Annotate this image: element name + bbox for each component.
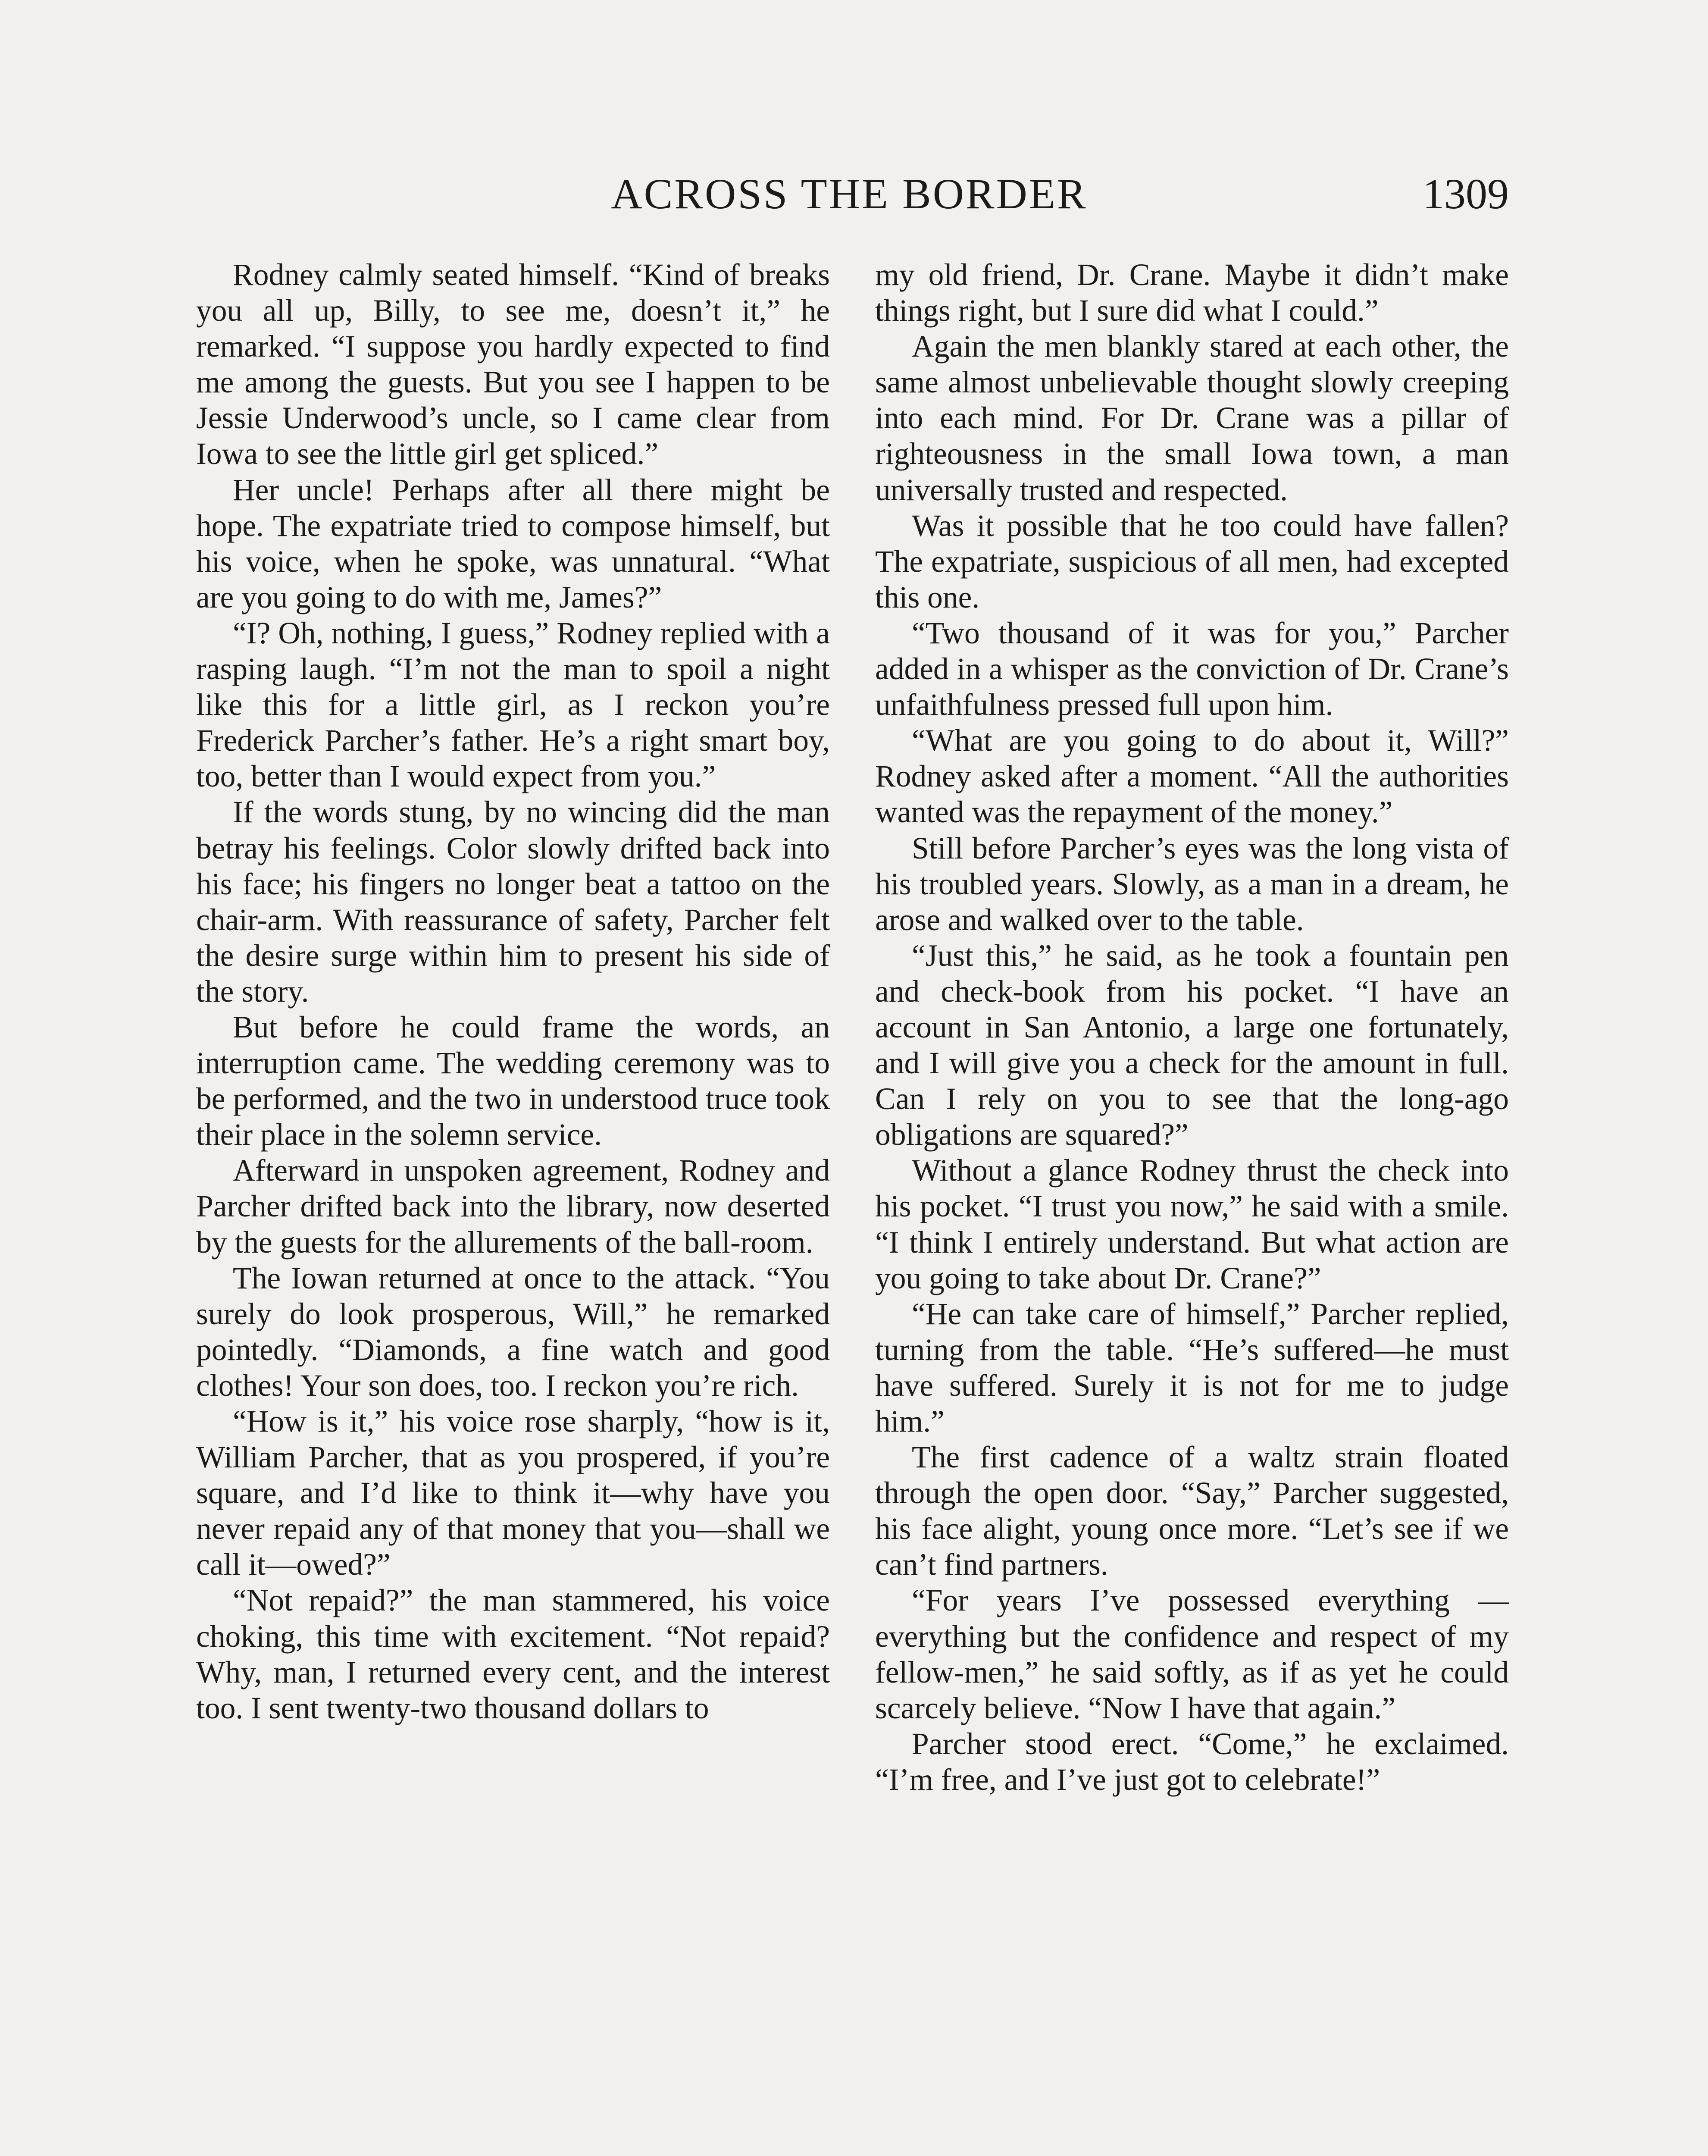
paragraph-continued: my old friend, Dr. Crane. Maybe it didn’t make things right, but I sure did what I could.” bbox=[875, 258, 1509, 328]
text-column-right bbox=[875, 257, 1509, 1798]
paragraph: Still before Parcher’s eyes was the long vista of his troubled years. Slowly, as a man in a dream, he arose and walked over to the table. bbox=[875, 831, 1509, 937]
paragraph: Was it possible that he too could have fallen? The expatriate, suspicious of all men, had excepted this one. bbox=[875, 508, 1509, 614]
paragraph: Afterward in unspoken agreement, Rodney and Parcher drifted back into the library, now deserted by the guests for the allurements of the ball-room. bbox=[196, 1153, 830, 1260]
paragraph: “What are you going to do about it, Will?” Rodney asked after a moment. “All the authorities wanted was the repayment of the money.” bbox=[875, 724, 1509, 830]
page-header bbox=[190, 164, 1509, 224]
paragraph: The first cadence of a waltz strain floated through the open door. “Say,” Parcher suggested, his face alight, young once more. “Let’s see if we can’t find partners. bbox=[875, 1440, 1509, 1582]
paragraph: If the words stung, by no wincing did the man betray his feelings. Color slowly drifted back into his face; his fingers no longer beat a tattoo on the chair-arm. With reassurance of safety, Parcher felt the desire surge within him to present his side of the story. bbox=[196, 795, 830, 1009]
paragraph: Parcher stood erect. “Come,” he exclaimed. “I’m free, and I’ve just got to celebrate!” bbox=[875, 1727, 1509, 1797]
paragraph: “For years I’ve possessed everything —everything but the confidence and respect of my fellow-men,” he said softly, as if as yet he could scarcely believe. “Now I have that again.” bbox=[875, 1583, 1509, 1725]
paragraph: Rodney calmly seated himself. “Kind of breaks you all up, Billy, to see me, doesn’t it,” he remarked. “I suppose you hardly expected to find me among the guests. But you see I happen to be Jessie Underwood’s uncle, so I came clear from Iowa to see the little girl get spliced.” bbox=[196, 258, 830, 471]
paragraph: “Just this,” he said, as he took a fountain pen and check-book from his pocket. “I have an account in San Antonio, a large one fortunately, and I will give you a check for the amount in full. Can I rely on you to see that the long-ago obligations are squared?” bbox=[875, 938, 1509, 1152]
paragraph: Again the men blankly stared at each other, the same almost unbelievable thought slowly creeping into each mind. For Dr. Crane was a pillar of righteousness in the small Iowa town, a man universally trusted and respected. bbox=[875, 329, 1509, 507]
paragraph: “I? Oh, nothing, I guess,” Rodney replied with a rasping laugh. “I’m not the man to spoil a night like this for a little girl, as I reckon you’re Frederick Parcher’s father. He’s a right smart boy, too, better than I would expect from you.” bbox=[196, 616, 830, 794]
page-number: 1309 bbox=[1423, 170, 1509, 218]
paragraph: But before he could frame the words, an interruption came. The wedding ceremony was to be performed, and the two in understood truce took their place in the solemn service. bbox=[196, 1010, 830, 1152]
paragraph: “How is it,” his voice rose sharply, “how is it, William Parcher, that as you prospered, if you’re square, and I’d like to think it—why have you never repaid any of that money that you—shall we call it—owed?” bbox=[196, 1404, 830, 1582]
paragraph: “He can take care of himself,” Parcher replied, turning from the table. “He’s suffered—he must have suffered. Surely it is not for me to judge him.” bbox=[875, 1297, 1509, 1438]
paragraph: “Two thousand of it was for you,” Parcher added in a whisper as the conviction of Dr. Crane’s unfaithfulness pressed full upon him. bbox=[875, 616, 1509, 722]
paragraph: The Iowan returned at once to the attack. “You surely do look prosperous, Will,” he remarked pointedly. “Diamonds, a fine watch and good clothes! Your son does, too. I reckon you’re rich. bbox=[196, 1261, 830, 1403]
paragraph: Without a glance Rodney thrust the check into his pocket. “I trust you now,” he said with a smile. “I think I entirely understand. But what action are you going to take about Dr. Crane?” bbox=[875, 1153, 1509, 1295]
paragraph: “Not repaid?” the man stammered, his voice choking, this time with excitement. “Not repaid? Why, man, I returned every cent, and the interest too. I sent twenty-two thousand dollars to bbox=[196, 1583, 830, 1725]
paragraph: Her uncle! Perhaps after all there might be hope. The expatriate tried to compose himself, but his voice, when he spoke, was unnatural. “What are you going to do with me, James?” bbox=[196, 473, 830, 614]
running-title: ACROSS THE BORDER bbox=[611, 170, 1088, 218]
text-column-left bbox=[196, 257, 830, 1726]
